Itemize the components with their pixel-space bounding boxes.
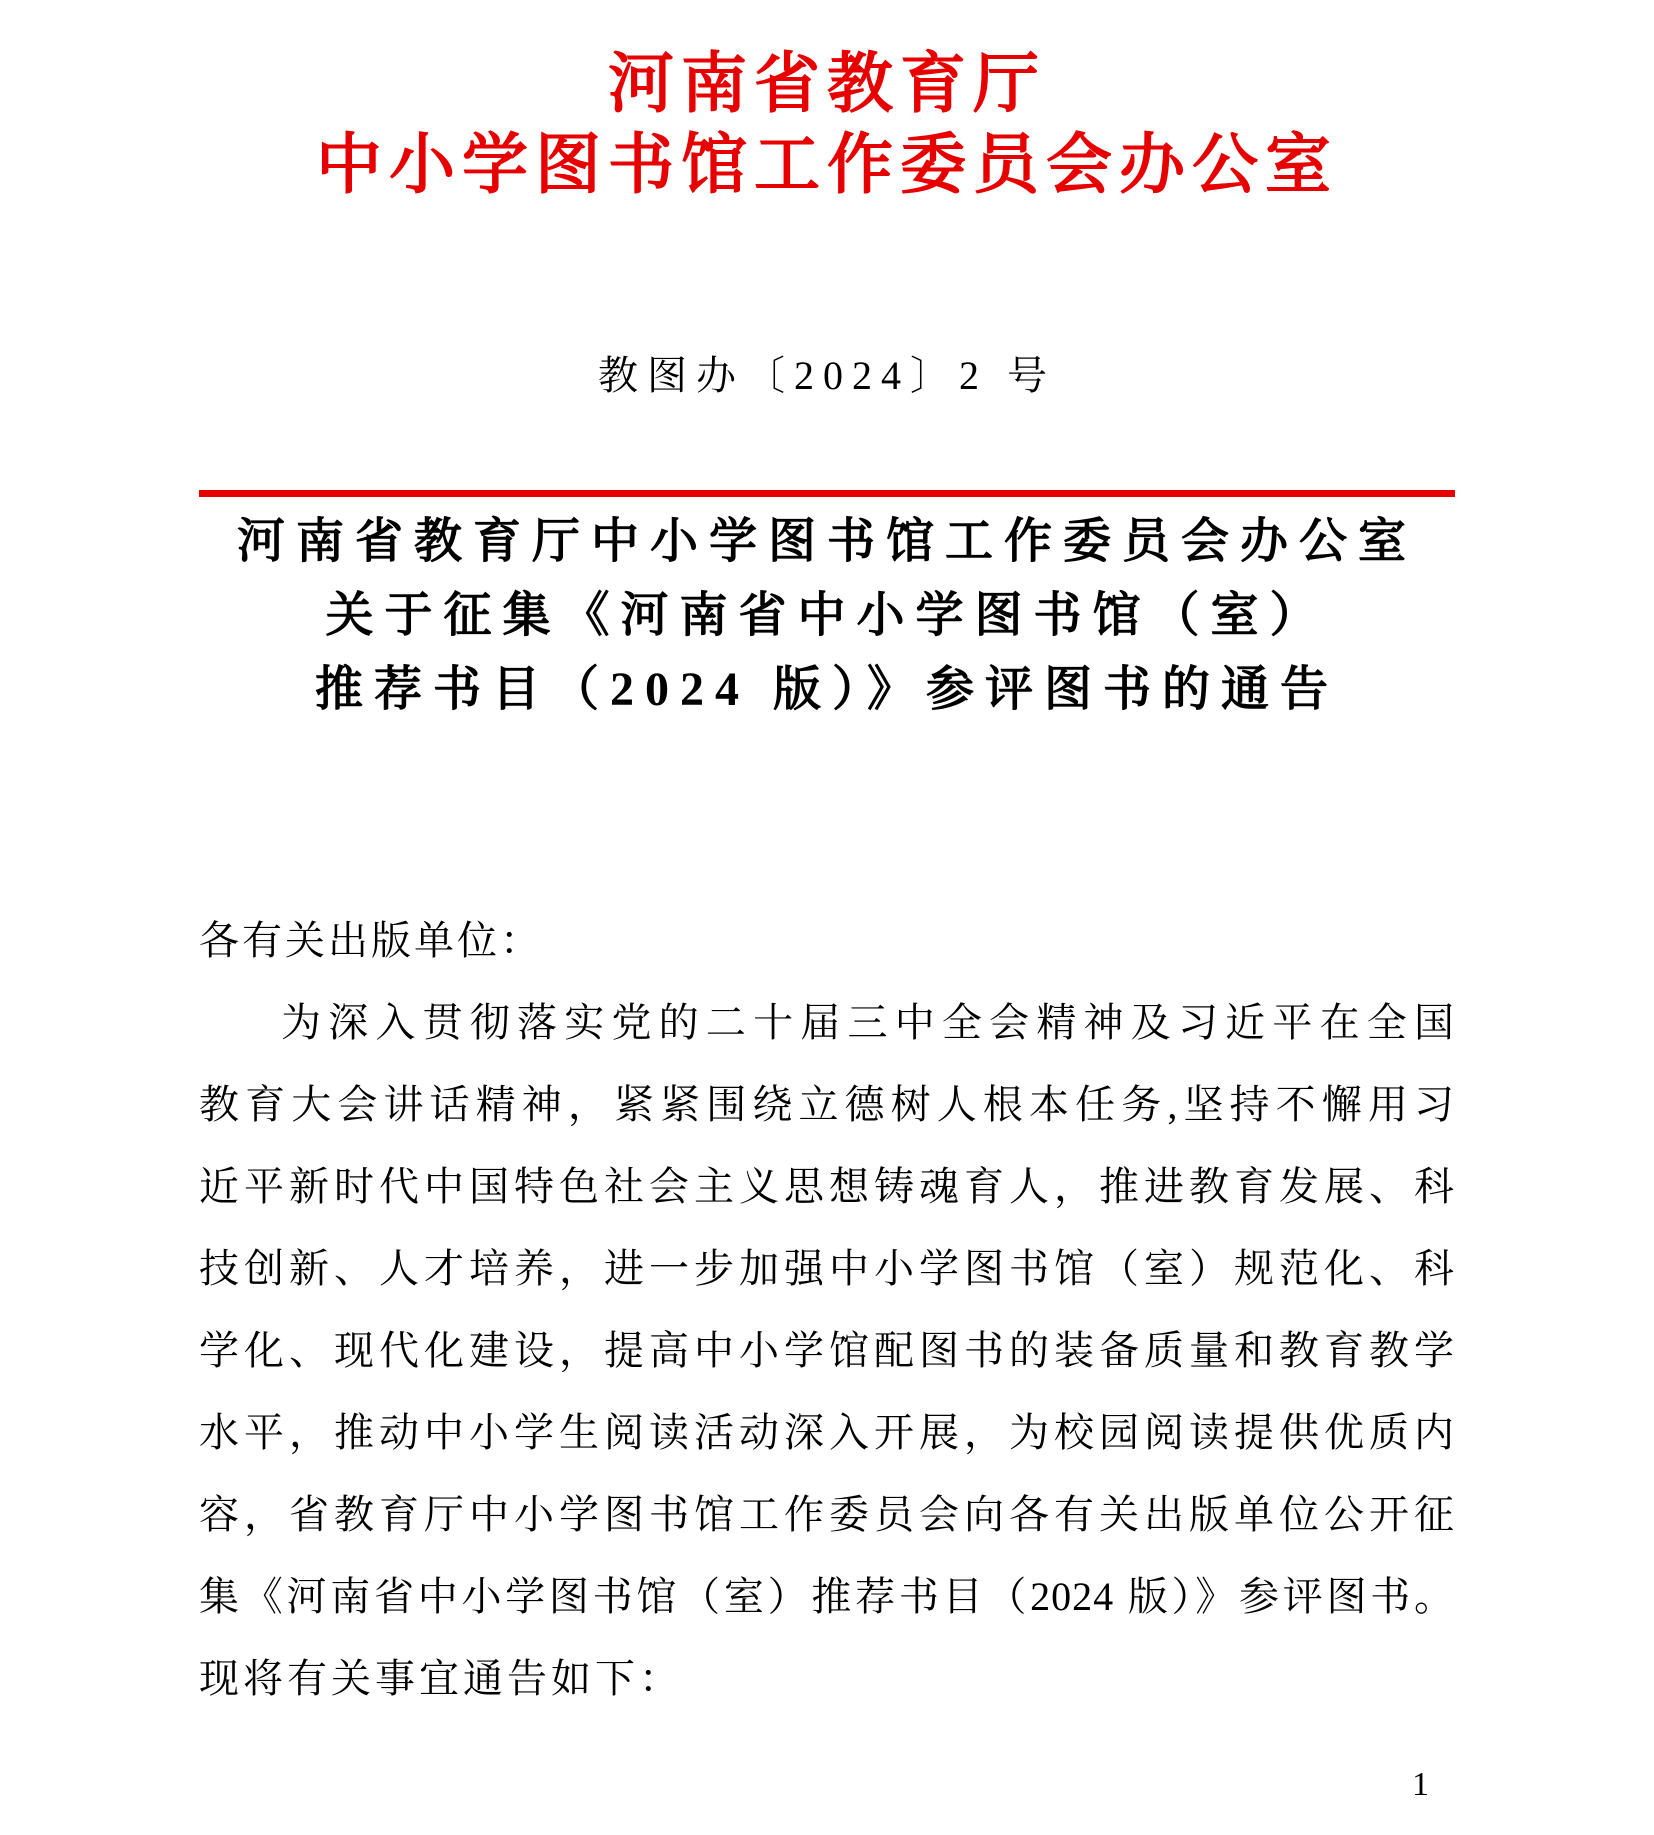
page-number: 1 [1412, 1766, 1429, 1803]
document-title-line-1: 河南省教育厅中小学图书馆工作委员会办公室 [236, 515, 1417, 568]
body-paragraph-line: 教育大会讲话精神，紧紧围绕立德树人根本任务,坚持不懈用习 [199, 1082, 1455, 1127]
document-number: 教图办〔2024〕2 号 [598, 353, 1056, 398]
body-paragraph-line: 容，省教育厅中小学图书馆工作委员会向各有关出版单位公开征 [199, 1492, 1455, 1537]
body-paragraph-line: 为深入贯彻落实党的二十届三中全会精神及习近平在全国 [281, 1000, 1455, 1045]
letterhead [0, 0, 1654, 206]
document-title-line-2: 关于征集《河南省中小学图书馆（室） [325, 589, 1329, 642]
letterhead-org-name-line1: 河南省教育厅 [608, 48, 1046, 121]
body-paragraph-line: 技创新、人才培养，进一步加强中小学图书馆（室）规范化、科 [199, 1246, 1455, 1291]
document-title [0, 505, 1654, 727]
letterhead-org-name-line2: 中小学图书馆工作委员会办公室 [316, 129, 1338, 202]
body-paragraph-line: 现将有关事宜通告如下： [199, 1656, 683, 1701]
red-divider-line [199, 490, 1455, 497]
body-paragraph-line: 学化、现代化建设，提高中小学馆配图书的装备质量和教育教学 [199, 1328, 1455, 1373]
document-title-line-3: 推荐书目（2024 版）》参评图书的通告 [314, 663, 1339, 716]
document-body [199, 900, 1455, 1720]
body-paragraph-line: 水平，推动中小学生阅读活动深入开展，为校园阅读提供优质内 [199, 1410, 1455, 1455]
body-paragraph-line: 集《河南省中小学图书馆（室）推荐书目（2024 版）》参评图书。 [199, 1574, 1455, 1619]
salutation: 各有关出版单位： [199, 918, 543, 963]
body-paragraph-line: 近平新时代中国特色社会主义思想铸魂育人，推进教育发展、科 [199, 1164, 1455, 1209]
